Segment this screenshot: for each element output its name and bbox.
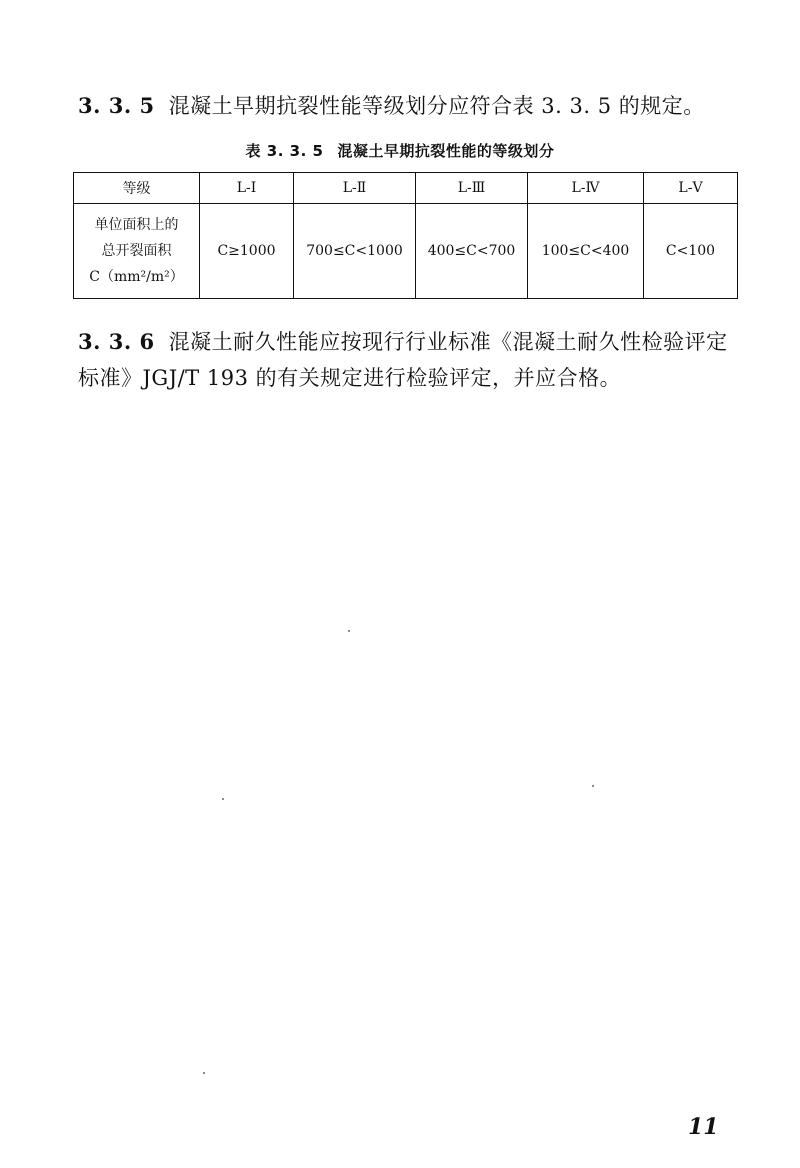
section-number: 3. 3. 5 <box>78 93 155 118</box>
table-caption <box>0 140 800 161</box>
scan-speck <box>348 630 350 632</box>
value-l2: 700≤C<1000 <box>294 204 416 299</box>
value-l3: 400≤C<700 <box>416 204 528 299</box>
section-3-3-5 <box>78 88 738 124</box>
page-number: 11 <box>688 1114 719 1140</box>
header-l5: L-Ⅴ <box>644 173 738 204</box>
scan-speck <box>592 785 594 787</box>
table-caption-number: 表 3. 3. 5 <box>245 142 324 160</box>
section-3-3-6 <box>78 324 738 396</box>
value-l5: C<100 <box>644 204 738 299</box>
value-l4: 100≤C<400 <box>528 204 644 299</box>
scan-speck <box>203 1072 205 1074</box>
header-l2: L-Ⅱ <box>294 173 416 204</box>
row-label-line-1: 单位面积上的 <box>94 217 179 233</box>
section-text: 混凝土早期抗裂性能等级划分应符合表 3. 3. 5 的规定。 <box>168 94 705 118</box>
header-l4: L-Ⅳ <box>528 173 644 204</box>
scan-speck <box>222 798 224 800</box>
table-caption-text: 混凝土早期抗裂性能的等级划分 <box>337 142 555 160</box>
table-row <box>74 204 738 299</box>
table-header-row <box>74 173 738 204</box>
header-grade: 等级 <box>74 173 200 204</box>
header-l1: L-Ⅰ <box>200 173 294 204</box>
grade-table <box>73 172 738 299</box>
header-l3: L-Ⅲ <box>416 173 528 204</box>
row-label-line-3: C（mm²/m²） <box>89 269 184 285</box>
section-number: 3. 3. 6 <box>78 329 155 354</box>
row-label-line-2: 总开裂面积 <box>101 243 172 259</box>
value-l1: C≥1000 <box>200 204 294 299</box>
row-label <box>74 204 200 299</box>
section-text: 混凝土耐久性能应按现行行业标准《混凝土耐久性检验评定标准》JGJ/T 193 的有关规定进行检验评定，并应合格。 <box>78 330 728 390</box>
